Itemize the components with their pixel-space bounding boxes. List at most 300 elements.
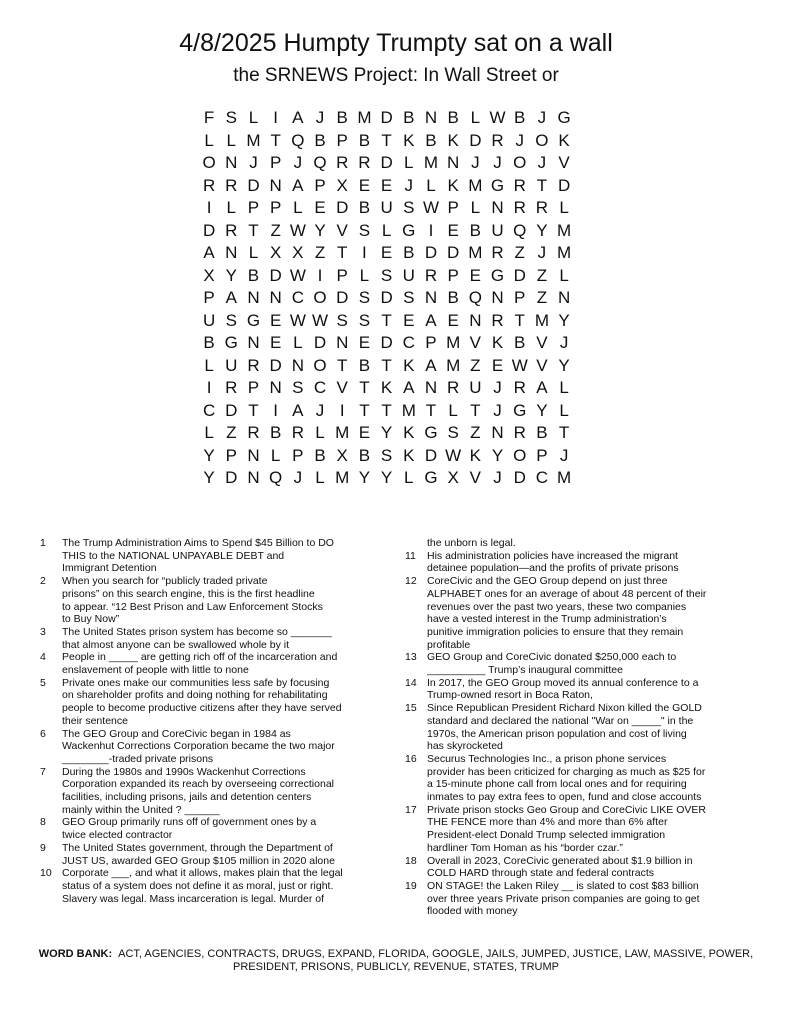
clue-text: Overall in 2023, CoreCivic generated about $1.9 billion in COLD HARD through state and federal contracts — [427, 854, 693, 880]
grid-row — [198, 220, 598, 243]
grid-letter: B — [314, 445, 326, 465]
grid-letter: M — [446, 355, 461, 375]
grid-letter: B — [247, 265, 260, 285]
grid-letter: C — [291, 288, 304, 307]
grid-letter: A — [425, 310, 437, 330]
grid-letter: Z — [314, 243, 326, 262]
grid-letter: N — [424, 378, 438, 397]
grid-letter: A — [536, 378, 548, 397]
clue-text: GEO Group and CoreCivic donated $250,000 each to __________ Trump’s inaugural committee — [427, 651, 677, 677]
grid-letter: D — [380, 288, 393, 307]
grid-letter: T — [381, 355, 392, 375]
grid-letter: I — [317, 265, 323, 285]
grid-letter: S — [225, 310, 237, 330]
page-subtitle: the SRNEWS Project: In Wall Street or — [233, 65, 559, 86]
grid-letter: W — [312, 310, 329, 330]
grid-letter: T — [337, 243, 348, 262]
grid-letter: R — [291, 423, 304, 442]
grid-letter: O — [313, 288, 327, 307]
grid-letter: E — [269, 333, 282, 352]
grid-row — [198, 107, 598, 130]
clue-number: 15 — [405, 702, 417, 715]
grid-letter: L — [248, 108, 259, 127]
clue-number: 16 — [405, 752, 417, 765]
grid-letter: W — [445, 445, 462, 465]
grid-letter: N — [247, 288, 260, 307]
grid-letter: S — [403, 198, 415, 217]
grid-letter: A — [203, 243, 215, 262]
grid-letter: S — [292, 378, 304, 397]
grid-letter: C — [313, 378, 327, 397]
grid-letter: W — [289, 265, 306, 285]
grid-letter: S — [380, 265, 393, 285]
grid-letter: Y — [536, 220, 548, 240]
grid-letter: M — [357, 108, 372, 127]
grid-letter: L — [426, 175, 436, 195]
grid-letter: X — [269, 243, 282, 262]
grid-letter: Z — [536, 288, 548, 307]
grid-letter: T — [381, 130, 392, 150]
grid-row — [198, 175, 598, 198]
grid-letter: M — [557, 468, 572, 487]
grid-letter: W — [489, 108, 506, 127]
grid-letter: Y — [491, 445, 504, 465]
grid-letter: B — [358, 355, 371, 375]
grid-letter: M — [557, 220, 572, 240]
grid-letter: V — [336, 220, 348, 240]
grid-letter: J — [559, 445, 569, 465]
grid-row — [198, 310, 598, 333]
grid-letter: Y — [203, 468, 215, 487]
grid-letter: D — [336, 198, 349, 217]
clue-item — [405, 702, 750, 753]
grid-letter: C — [202, 400, 216, 420]
grid-letter: G — [490, 175, 505, 195]
grid-letter: B — [336, 108, 348, 127]
grid-letter: D — [247, 175, 260, 195]
grid-letter: K — [447, 130, 459, 150]
grid-letter: F — [203, 108, 215, 127]
clue-text: Private prison stocks Geo Group and CoreCivic LIKE OVER THE FENCE more than 4% and more than 6% after President-elect Donald Trump selected immigration hardliner Tom Homan as his “border czar.” — [427, 803, 706, 854]
clue-item — [405, 651, 750, 676]
grid-letter: S — [358, 220, 371, 240]
clue-number: 18 — [405, 854, 417, 867]
grid-letter: N — [269, 288, 282, 307]
grid-letter: I — [339, 400, 345, 420]
grid-letter: P — [247, 378, 260, 397]
grid-letter: T — [381, 310, 392, 330]
grid-row — [198, 445, 598, 468]
grid-letter: N — [247, 445, 260, 465]
grid-letter: B — [314, 130, 326, 150]
grid-letter: Y — [358, 468, 371, 487]
grid-row — [198, 400, 598, 423]
grid-letter: J — [493, 378, 502, 397]
clue-number: 1 — [40, 537, 46, 549]
grid-letter: Z — [536, 265, 548, 285]
grid-letter: I — [206, 378, 212, 397]
clue-number: 19 — [405, 879, 417, 892]
clue-list-right — [405, 537, 750, 918]
grid-letter: L — [559, 400, 569, 420]
clue-text: Private ones make our communities less safe by focusing on shareholder profits and doing nothing for rehabilitating people to become productive citizens after they have served their sentence — [62, 676, 342, 727]
grid-letter: J — [249, 153, 258, 172]
grid-letter: M — [446, 333, 461, 352]
clue-item — [40, 537, 390, 575]
grid-letter: M — [468, 243, 483, 262]
grid-letter: J — [537, 243, 547, 262]
grid-letter: K — [403, 355, 415, 375]
grid-letter: B — [425, 130, 437, 150]
grid-letter: T — [381, 400, 392, 420]
grid-letter: N — [291, 355, 304, 375]
grid-letter: L — [204, 423, 214, 442]
grid-letter: K — [403, 423, 415, 442]
clue-text: Since Republican President Richard Nixon killed the GOLD standard and declared the national "War on _____" in the 1970s, the American prison population and cost of living has skyrocketed — [427, 702, 702, 753]
grid-letter: U — [380, 198, 393, 217]
clue-text: People in _____ are getting rich off of the incarceration and enslavement of people with little to none — [62, 651, 338, 677]
word-bank-label: WORD BANK: — [38, 948, 113, 960]
grid-letter: U — [469, 378, 482, 397]
grid-letter: R — [513, 423, 526, 442]
grid-letter: B — [403, 243, 415, 262]
grid-letter: P — [225, 445, 237, 465]
grid-letter: Y — [203, 445, 215, 465]
clue-item — [40, 842, 390, 867]
grid-letter: L — [559, 265, 569, 285]
grid-letter: B — [469, 220, 482, 240]
grid-letter: P — [269, 198, 282, 217]
grid-letter: E — [269, 310, 282, 330]
grid-letter: E — [447, 220, 459, 240]
clue-number: 8 — [40, 816, 46, 829]
grid-letter: Z — [470, 423, 481, 442]
grid-letter: N — [491, 423, 504, 442]
grid-letter: D — [380, 153, 393, 172]
grid-letter: J — [315, 108, 325, 127]
grid-letter: R — [513, 175, 526, 195]
grid-letter: J — [293, 468, 303, 487]
grid-letter: W — [511, 355, 528, 375]
grid-letter: B — [447, 108, 459, 127]
grid-letter: I — [273, 400, 279, 420]
clue-item — [405, 677, 750, 702]
grid-letter: L — [381, 220, 392, 240]
grid-letter: O — [535, 130, 549, 150]
grid-letter: P — [269, 153, 282, 172]
grid-letter: D — [336, 288, 349, 307]
grid-letter: A — [225, 288, 237, 307]
grid-letter: B — [403, 108, 415, 127]
grid-letter: E — [380, 243, 393, 262]
grid-letter: O — [202, 153, 216, 172]
grid-letter: Q — [468, 288, 482, 307]
grid-letter: O — [313, 355, 327, 375]
grid-letter: R — [424, 265, 438, 285]
clue-text: When you search for “publicly traded private prisons” on this search engine, this is the first headline to appear. “12 Best Prison and Law Enforcement Stocks to Buy Now” — [62, 575, 323, 626]
grid-letter: T — [359, 400, 370, 420]
grid-letter: R — [247, 355, 260, 375]
clue-number: 3 — [40, 625, 46, 638]
grid-letter: I — [273, 108, 279, 127]
grid-letter: V — [336, 378, 348, 397]
grid-letter: E — [491, 355, 504, 375]
grid-letter: D — [469, 130, 482, 150]
clue-item — [40, 626, 390, 651]
grid-letter: D — [513, 468, 526, 487]
clue-item — [40, 816, 390, 841]
grid-letter: K — [403, 445, 415, 465]
grid-letter: J — [315, 400, 325, 420]
clue-item — [405, 550, 750, 575]
grid-letter: Z — [514, 243, 525, 262]
grid-letter: P — [292, 445, 304, 465]
clue-item — [405, 880, 750, 918]
grid-letter: N — [447, 153, 460, 172]
clue-10-continuation: the unborn is legal. — [427, 537, 516, 549]
clue-text: ON STAGE! the Laken Riley __ is slated to cost $83 billion over three years Private prison companies are going to get flooded with money — [427, 879, 700, 918]
clue-number: 9 — [40, 841, 46, 854]
grid-letter: N — [424, 108, 438, 127]
clue-text: During the 1980s and 1990s Wackenhut Corrections Corporation expanded its reach by overseeing correctional facilities, including prisons, jails and detention centers mainly within the United ? ______ — [62, 765, 334, 816]
grid-letter: K — [491, 333, 504, 352]
grid-letter: R — [535, 198, 549, 217]
grid-letter: L — [248, 243, 259, 262]
grid-row — [198, 422, 598, 445]
clue-text: His administration policies have increased the migrant detainee population—and the profits of private prisons — [427, 549, 679, 575]
grid-letter: M — [534, 310, 549, 330]
grid-letter: U — [202, 310, 216, 330]
clue-item — [40, 651, 390, 676]
grid-letter: V — [469, 333, 482, 352]
grid-letter: B — [514, 333, 526, 352]
grid-letter: N — [247, 333, 260, 352]
clue-number: 10 — [40, 867, 52, 880]
grid-letter: S — [403, 288, 415, 307]
grid-letter: A — [403, 378, 415, 397]
grid-letter: L — [270, 445, 281, 465]
grid-letter: X — [203, 265, 215, 285]
clue-number: 4 — [40, 651, 46, 664]
grid-letter: X — [292, 243, 304, 262]
grid-letter: Q — [291, 130, 305, 150]
grid-letter: S — [225, 108, 237, 127]
grid-letter: K — [380, 378, 393, 397]
word-bank-words: ACT, AGENCIES, CONTRACTS, DRUGS, EXPAND, FLORIDA, GOOGLE, JAILS, JUMPED, JUSTICE, LAW, MASSIVE, POWER, PRESIDENT, PRISONS, PUBLICLY, REVENUE, STATES, TRUMP — [118, 948, 754, 973]
grid-letter: Y — [314, 220, 326, 240]
grid-letter: N — [269, 378, 282, 397]
grid-letter: J — [293, 153, 303, 172]
grid-letter: G — [513, 400, 527, 420]
grid-letter: N — [491, 198, 504, 217]
grid-row — [198, 242, 598, 265]
grid-letter: G — [557, 108, 571, 127]
grid-letter: Z — [226, 423, 237, 442]
clue-item — [405, 804, 750, 855]
grid-letter: T — [514, 310, 525, 330]
grid-letter: B — [358, 445, 371, 465]
grid-letter: D — [313, 333, 327, 352]
clue-text: In 2017, the GEO Group moved its annual conference to a Trump-owned resort in Boca Raton, — [427, 676, 699, 702]
grid-letter: R — [247, 423, 260, 442]
grid-letter: L — [204, 355, 214, 375]
grid-letter: J — [515, 130, 524, 150]
grid-letter: L — [226, 198, 237, 217]
grid-letter: C — [402, 333, 415, 352]
grid-letter: K — [447, 175, 459, 195]
grid-letter: W — [422, 198, 439, 217]
grid-letter: S — [358, 310, 371, 330]
grid-letter: J — [493, 400, 502, 420]
grid-letter: E — [314, 198, 326, 217]
grid-letter: J — [537, 153, 547, 172]
word-bank — [30, 948, 762, 974]
grid-letter: L — [293, 333, 303, 352]
grid-letter: W — [289, 310, 306, 330]
clue-number: 11 — [405, 549, 416, 562]
grid-letter: R — [225, 175, 238, 195]
grid-letter: N — [469, 310, 482, 330]
grid-letter: L — [470, 198, 481, 217]
grid-letter: K — [558, 130, 570, 150]
grid-letter: L — [359, 265, 370, 285]
grid-letter: V — [536, 333, 548, 352]
grid-letter: B — [447, 288, 459, 307]
grid-letter: T — [248, 400, 259, 420]
grid-letter: D — [225, 468, 238, 487]
grid-letter: R — [336, 153, 349, 172]
grid-letter: J — [493, 468, 502, 487]
grid-row — [198, 467, 598, 490]
grid-letter: Y — [536, 400, 548, 420]
grid-letter: I — [362, 243, 367, 262]
grid-letter: T — [359, 378, 370, 397]
grid-letter: U — [402, 265, 415, 285]
grid-row — [198, 377, 598, 400]
grid-letter: T — [558, 423, 570, 442]
grid-letter: T — [536, 175, 548, 195]
grid-row — [198, 152, 598, 175]
grid-letter: P — [447, 198, 459, 217]
grid-letter: L — [559, 378, 569, 397]
grid-letter: V — [558, 153, 570, 172]
clue-text: Securus Technologies Inc., a prison phone services provider has been criticized for charging as much as $25 for a 15-minute phone call from local ones and for requiring inmates to pay extra fees to open, fund and close accounts — [427, 752, 706, 804]
grid-letter: D — [225, 400, 238, 420]
grid-letter: Q — [313, 153, 327, 172]
grid-letter: J — [404, 175, 414, 195]
grid-letter: X — [447, 468, 459, 487]
clue-text: The United States prison system has become so _______ that almost anyone can be swallowed whole by it — [62, 625, 332, 651]
clue-item — [40, 867, 390, 905]
grid-letter: P — [247, 198, 260, 217]
grid-letter: L — [470, 108, 481, 127]
grid-letter: N — [225, 243, 238, 262]
clue-item — [405, 575, 750, 651]
grid-letter: B — [514, 108, 526, 127]
grid-letter: D — [557, 175, 571, 195]
grid-letter: B — [358, 198, 371, 217]
grid-letter: M — [335, 468, 350, 487]
grid-letter: A — [292, 400, 304, 420]
grid-letter: E — [380, 175, 393, 195]
grid-letter: C — [535, 468, 549, 487]
grid-letter: L — [404, 153, 414, 172]
grid-letter: B — [269, 423, 282, 442]
grid-letter: N — [424, 288, 438, 307]
clue-number: 13 — [405, 651, 417, 664]
clue-item — [405, 753, 750, 804]
grid-letter: E — [358, 423, 371, 442]
grid-letter: G — [402, 220, 416, 240]
grid-letter: D — [380, 333, 393, 352]
grid-letter: S — [380, 445, 393, 465]
grid-letter: M — [423, 153, 439, 172]
grid-letter: R — [358, 153, 371, 172]
grid-letter: A — [292, 175, 304, 195]
grid-letter: N — [557, 288, 571, 307]
grid-letter: V — [536, 355, 548, 375]
grid-letter: G — [224, 333, 238, 352]
grid-letter: B — [203, 333, 215, 352]
grid-letter: N — [269, 175, 282, 195]
grid-letter: U — [225, 355, 238, 375]
grid-letter: O — [513, 153, 527, 172]
grid-letter: D — [424, 445, 438, 465]
grid-letter: D — [269, 265, 282, 285]
grid-letter: R — [202, 175, 216, 195]
clue-number: 2 — [40, 575, 46, 588]
grid-letter: D — [269, 355, 282, 375]
page-title: 4/8/2025 Humpty Trumpty sat on a wall — [179, 29, 613, 57]
grid-letter: R — [513, 198, 526, 217]
grid-letter: E — [358, 333, 371, 352]
grid-letter: M — [468, 175, 483, 195]
grid-letter: J — [493, 153, 502, 172]
clue-item — [40, 575, 390, 626]
grid-letter: P — [314, 175, 326, 195]
grid-letter: M — [246, 130, 261, 150]
grid-letter: E — [447, 310, 459, 330]
grid-letter: Z — [470, 355, 481, 375]
grid-letter: A — [425, 355, 437, 375]
grid-letter: X — [336, 445, 348, 465]
clue-text: The GEO Group and CoreCivic began in 1984 as Wackenhut Corrections Corporation became the two major ________-traded private prisons — [62, 727, 335, 765]
grid-letter: Z — [270, 220, 281, 240]
grid-letter: B — [536, 423, 548, 442]
grid-letter: Q — [513, 220, 527, 240]
clue-text: GEO Group primarily runs off of government ones by a twice elected contractor — [62, 816, 317, 842]
grid-letter: D — [513, 265, 526, 285]
clue-item — [405, 855, 750, 880]
clue-text: CoreCivic and the GEO Group depend on just three ALPHABET ones for an average of about 48 percent of their revenues over the past two years, these two companies have a vested interest in the Trump administration’s punitive immigration policies to ensure that they remain profitable — [427, 575, 707, 651]
clue-text: Corporate ___, and what it allows, makes plain that the legal status of a system does not define it as moral, just or right. Slavery was legal. Mass incarceration is legal. Murder of — [62, 867, 343, 905]
grid-letter: S — [447, 423, 459, 442]
grid-letter: G — [246, 310, 261, 330]
grid-letter: D — [202, 220, 216, 240]
grid-letter: Y — [380, 468, 393, 487]
grid-row — [198, 265, 598, 288]
grid-letter: P — [203, 288, 215, 307]
grid-letter: Q — [269, 468, 283, 487]
clue-item — [40, 766, 390, 817]
grid-row — [198, 332, 598, 355]
grid-letter: K — [469, 445, 482, 465]
grid-letter: Y — [225, 265, 237, 285]
grid-letter: E — [403, 310, 415, 330]
clue-number: 6 — [40, 727, 46, 740]
grid-letter: L — [559, 198, 569, 217]
grid-letter: G — [424, 423, 438, 442]
